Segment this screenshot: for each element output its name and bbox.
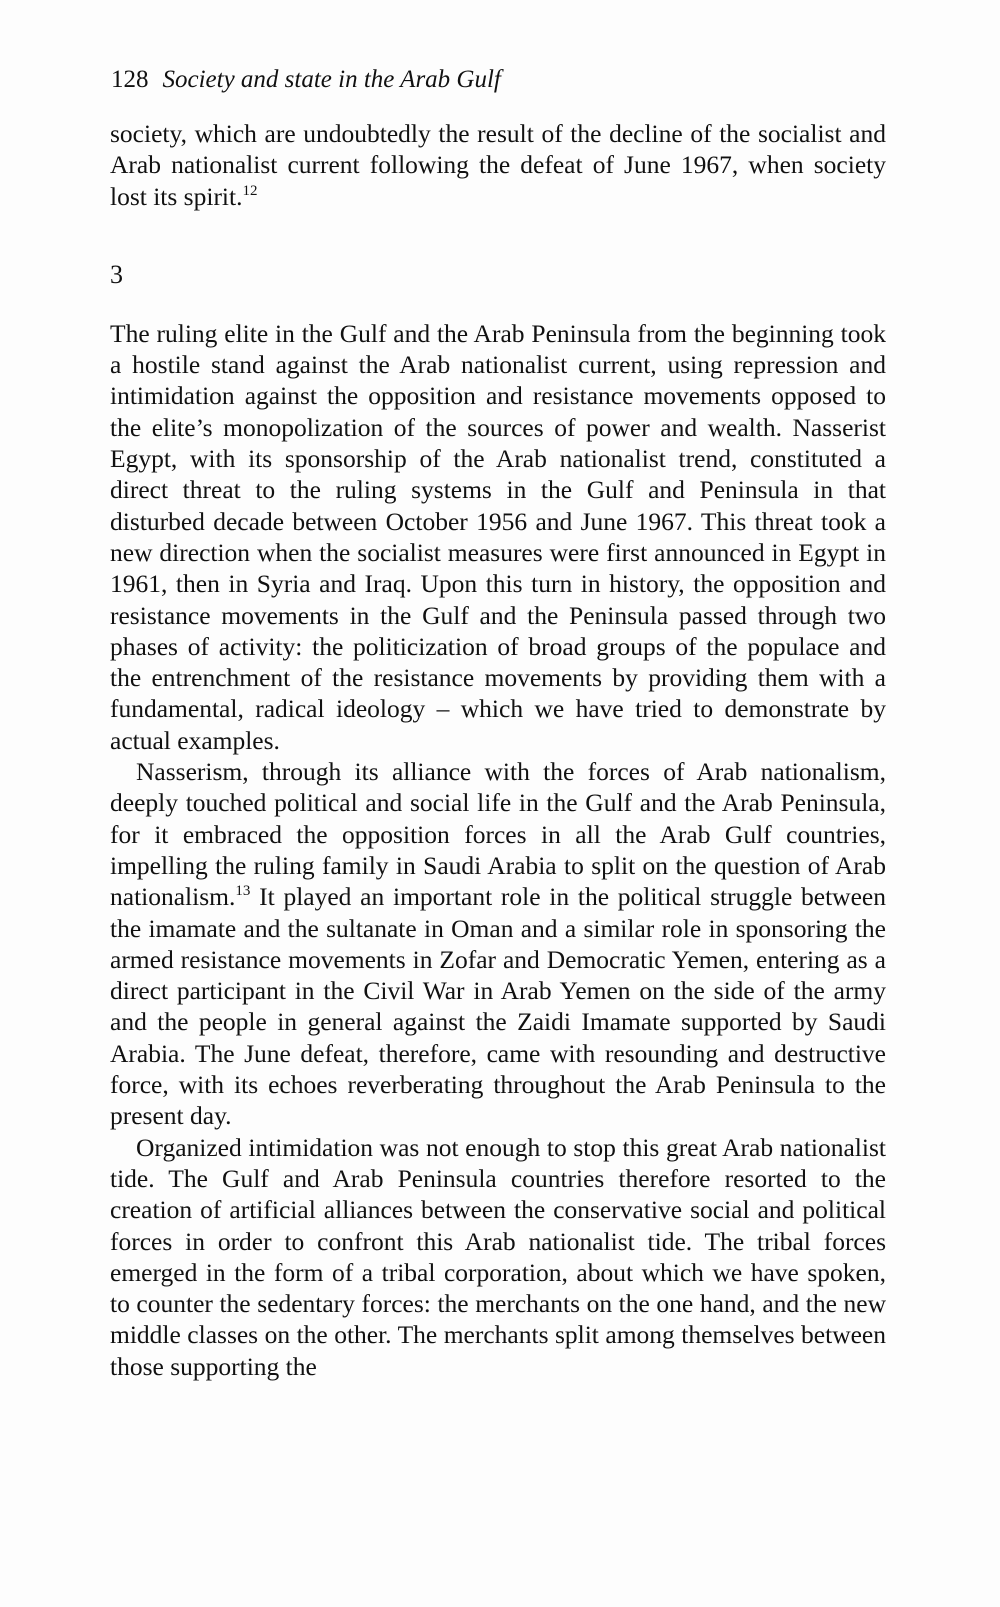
book-title: Society and state in the Arab Gulf xyxy=(162,66,501,93)
paragraph-text: Nasserism, through its alliance with the forces of Arab nationalism, deeply touched political and social life in the Gulf and the Arab Peninsula, for it embraced the opposition forces in all the Arab Gulf countries, impelling the ruling family in Saudi Arabia to split on the question of Arab nationalism. xyxy=(110,757,886,912)
page-number: 128 xyxy=(111,66,149,93)
continuation-text: society, which are undoubtedly the result of the decline of the socialist and Arab nationalist current following the defeat of June 1967, when society lost its spirit. xyxy=(110,119,886,211)
paragraph: The ruling elite in the Gulf and the Arab Peninsula from the beginning took a hostile stand against the Arab nationalist current, using repression and intimidation against the opposition and resistance movements opposed to the elite’s monopolization of the sources of power and wealth. Nasserist Egypt, with its sponsorship of the Arab nationalist trend, constituted a direct threat to the ruling systems in the Gulf and Peninsula in that disturbed decade between October 1956 and June 1967. This threat took a new direction when the socialist measures were first announced in Egypt in 1961, then in Syria and Iraq. Upon this turn in history, the opposition and resistance movements in the Gulf and the Peninsula passed through two phases of activity: the politicization of broad groups of the populace and the entrenchment of the resistance movements by providing them with a fundamental, radical ideology – which we have tried to demonstrate by actual examples. xyxy=(110,318,886,755)
paragraph: Organized intimidation was not enough to stop this great Arab nationalist tide. The Gulf and Arab Peninsula countries therefore resorted to the creation of artificial alliances between the conservative social and political forces in order to confront this Arab nationalist tide. The tribal forces emerged in the form of a tribal corporation, about which we have spoken, to counter the sedentary forces: the merchants on the one hand, and the new middle classes on the other. The merchants split among themselves between those supporting the xyxy=(110,1132,886,1381)
footnote-reference: 12 xyxy=(242,182,258,199)
running-head xyxy=(111,64,501,96)
paragraph-text: It played an important role in the political struggle between the imamate and the sultanate in Oman and a similar role in sponsoring the armed resistance movements in Zofar and Democratic Yemen, entering as a direct participant in the Civil War in Arab Yemen on the side of the army and the people in general against the Zaidi Imamate supported by Saudi Arabia. The June defeat, therefore, came with resounding and destructive force, with its echoes reverberating throughout the Arab Peninsula to the present day. xyxy=(110,882,886,1131)
paragraph xyxy=(110,756,886,1132)
body-text xyxy=(110,118,886,1382)
continuation-paragraph xyxy=(110,118,886,212)
footnote-reference: 13 xyxy=(235,883,251,900)
section-number: 3 xyxy=(110,259,123,289)
